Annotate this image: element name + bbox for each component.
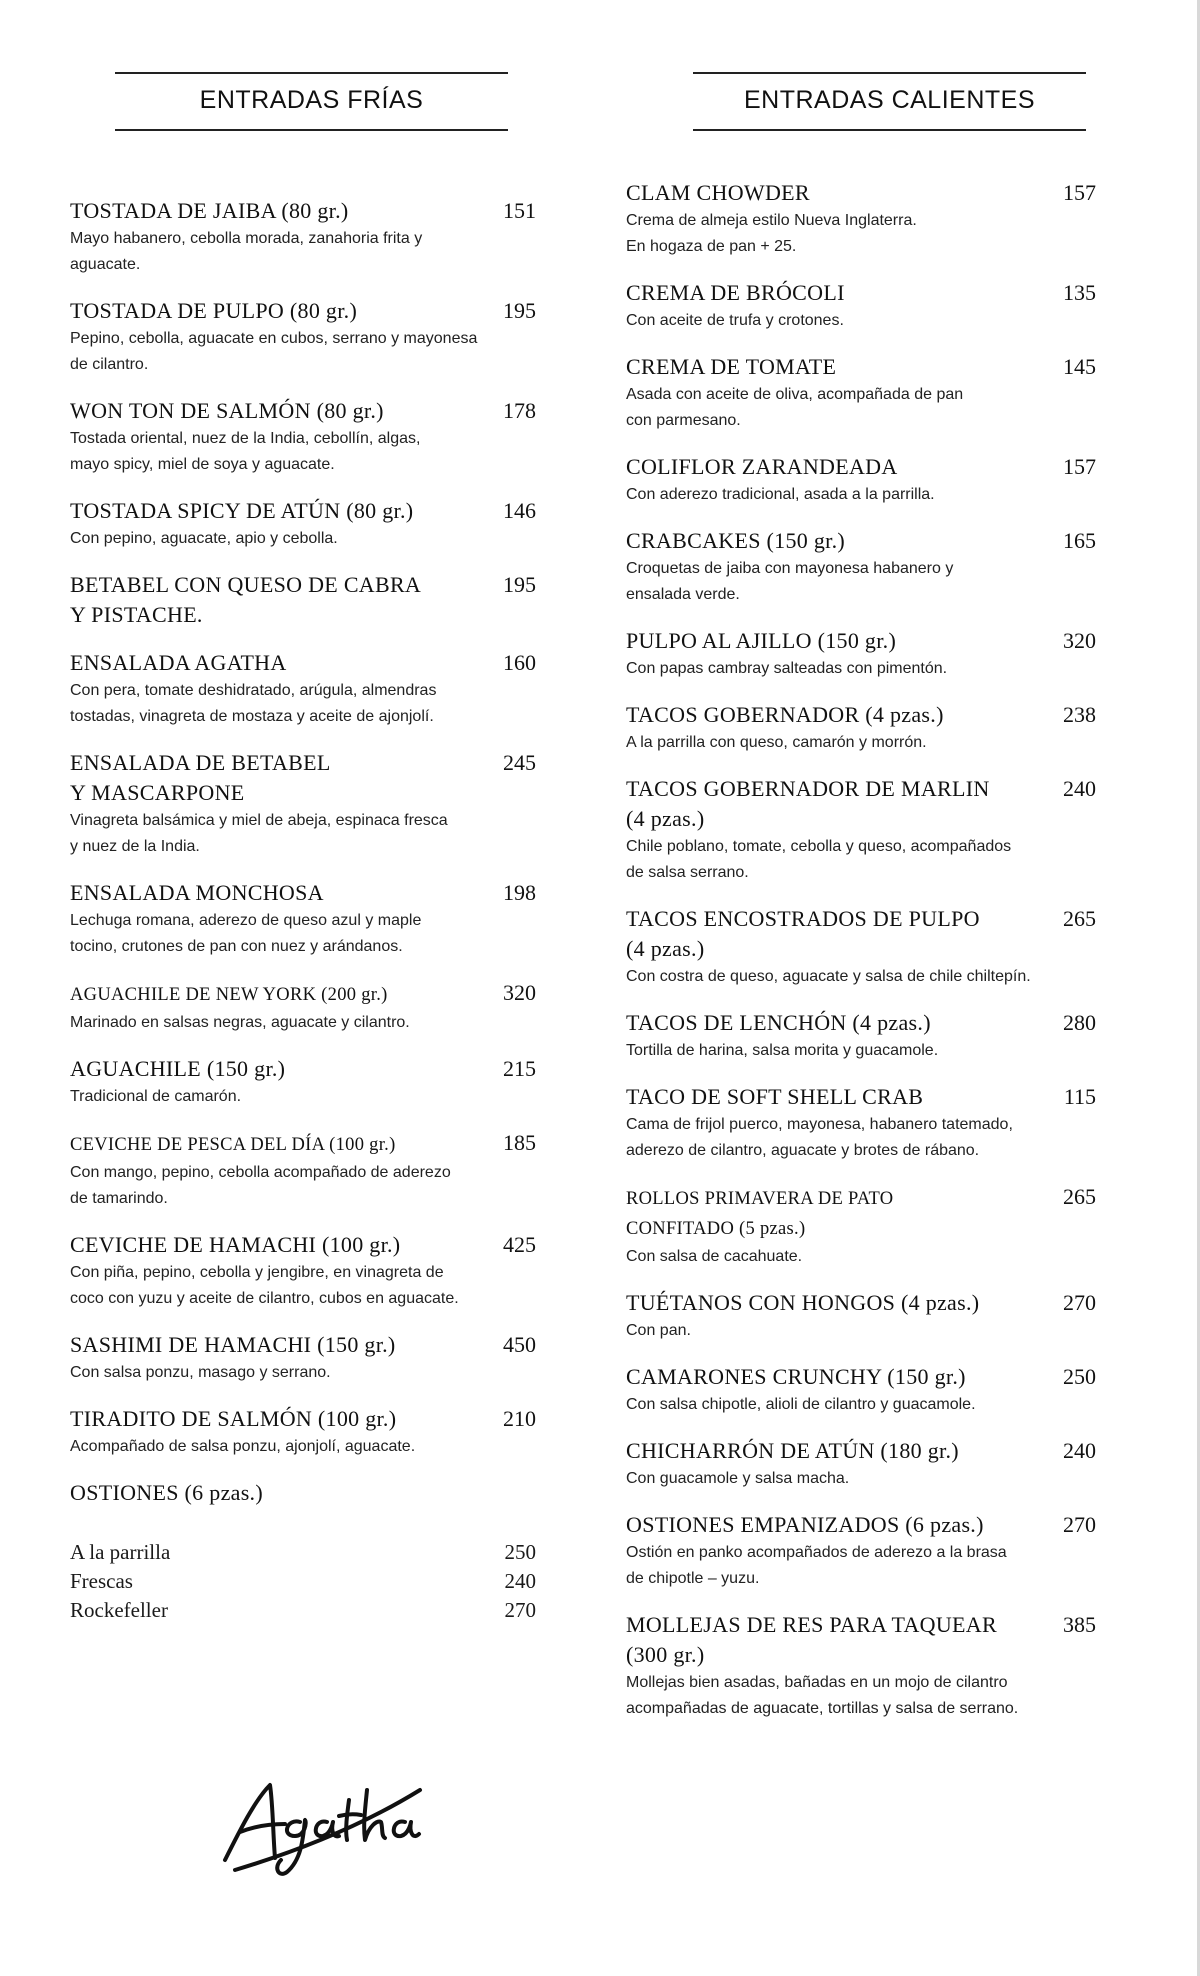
menu-item-header	[70, 1230, 536, 1260]
menu-item-name: TACO DE SOFT SHELL CRAB	[626, 1084, 924, 1109]
menu-item-name: CREMA DE TOMATE	[626, 354, 837, 379]
menu-item-price: 265	[1063, 906, 1096, 931]
menu-item-header	[70, 1404, 536, 1434]
menu-item	[626, 1436, 1146, 1492]
menu-item	[626, 178, 1146, 260]
menu-item	[626, 1288, 1146, 1344]
menu-item-price: 320	[503, 980, 536, 1005]
agatha-signature-logo	[215, 1760, 425, 1880]
menu-item-description: Con aceite de trufa y crotones.	[626, 312, 844, 329]
menu-item-name: ENSALADA DE BETABEL Y MASCARPONE	[70, 750, 331, 805]
menu-item-name: ENSALADA AGATHA	[70, 650, 287, 675]
menu-item-description: Con salsa ponzu, masago y serrano.	[70, 1364, 331, 1381]
menu-item-header	[626, 352, 1096, 382]
menu-item-header	[70, 196, 536, 226]
menu-item-description: Ostión en panko acompañados de aderezo a la brasa de chipotle – yuzu.	[626, 1544, 1007, 1587]
menu-item	[626, 526, 1146, 608]
menu-item-description: Con salsa chipotle, alioli de cilantro y guacamole.	[626, 1396, 976, 1413]
menu-item-header	[626, 452, 1096, 482]
menu-item-description: Con salsa de cacahuate.	[626, 1248, 803, 1265]
menu-item	[70, 748, 590, 860]
menu-item-name: TUÉTANOS CON HONGOS (4 pzas.)	[626, 1290, 980, 1315]
menu-item-price: 178	[503, 398, 536, 423]
menu-item-header	[626, 1510, 1096, 1540]
menu-item-price: 265	[1063, 1184, 1096, 1209]
menu-item-description: Con mango, pepino, cebolla acompañado de aderezo de tamarindo.	[70, 1164, 451, 1207]
menu-item-header	[626, 526, 1096, 556]
menu-item-name: TACOS DE LENCHÓN (4 pzas.)	[626, 1010, 931, 1035]
menu-item	[70, 1404, 590, 1460]
menu-item-header	[626, 774, 1096, 834]
menu-item-name: TACOS GOBERNADOR (4 pzas.)	[626, 702, 944, 727]
menu-item	[70, 496, 590, 552]
menu-item-description: Tostada oriental, nuez de la India, cebollín, algas, mayo spicy, miel de soya y aguacate.	[70, 430, 421, 473]
menu-item	[626, 1082, 1146, 1164]
menu-item	[70, 1054, 590, 1110]
menu-item-name: CEVICHE DE PESCA DEL DÍA (100 gr.)	[70, 1135, 396, 1155]
menu-item-header	[626, 1082, 1096, 1112]
menu-item-description: Con pepino, aguacate, apio y cebolla.	[70, 530, 338, 547]
menu-item-name: TOSTADA DE JAIBA (80 gr.)	[70, 198, 349, 223]
menu-item	[626, 1510, 1146, 1592]
menu-item-description: Asada con aceite de oliva, acompañada de pan con parmesano.	[626, 386, 964, 429]
menu-item-header	[70, 496, 536, 526]
menu-item	[626, 904, 1146, 990]
menu-item-name: TOSTADA DE PULPO (80 gr.)	[70, 298, 358, 323]
menu-item-name: CREMA DE BRÓCOLI	[626, 280, 845, 305]
menu-item-name: OSTIONES (6 pzas.)	[70, 1480, 263, 1505]
menu-item	[70, 396, 590, 478]
menu-item-price: 146	[503, 498, 536, 523]
menu-item-description: Con costra de queso, aguacate y salsa de chile chiltepín.	[626, 968, 1031, 985]
menu-item	[626, 1362, 1146, 1418]
menu-item-header	[70, 978, 536, 1010]
menu-item-header	[70, 396, 536, 426]
menu-item-header	[70, 648, 536, 678]
menu-item	[626, 1610, 1146, 1722]
menu-item-price: 385	[1063, 1612, 1096, 1637]
menu-item-name: AGUACHILE (150 gr.)	[70, 1056, 286, 1081]
menu-item-name: AGUACHILE DE NEW YORK (200 gr.)	[70, 985, 388, 1005]
menu-item-description: Con piña, pepino, cebolla y jengibre, en vinagreta de coco con yuzu y aceite de cilantro, cubos en aguacate.	[70, 1264, 459, 1307]
menu-item	[70, 648, 590, 730]
menu-item-price: 250	[1063, 1364, 1096, 1389]
menu-item-price: 450	[503, 1332, 536, 1357]
menu-item-header	[70, 570, 536, 630]
oyster-option-price: 270	[504, 1598, 536, 1622]
menu-item-name: ENSALADA MONCHOSA	[70, 880, 324, 905]
menu-item-price: 195	[503, 572, 536, 597]
menu-item-price: 425	[503, 1232, 536, 1257]
menu-item-description: Lechuga romana, aderezo de queso azul y maple tocino, crutones de pan con nuez y arándanos.	[70, 912, 422, 955]
menu-item	[70, 1128, 590, 1212]
menu-item-header	[626, 1008, 1096, 1038]
menu-item-price: 165	[1063, 528, 1096, 553]
menu-item-header	[70, 1128, 536, 1160]
menu-item-name: OSTIONES EMPANIZADOS (6 pzas.)	[626, 1512, 984, 1537]
menu-item	[626, 774, 1146, 886]
menu-item-description: Tortilla de harina, salsa morita y guacamole.	[626, 1042, 939, 1059]
hot-starters-heading	[693, 72, 1086, 131]
menu-item-header	[70, 748, 536, 808]
section-title: ENTRADAS FRÍAS	[199, 86, 424, 114]
menu-item-price: 198	[503, 880, 536, 905]
menu-item-description: A la parrilla con queso, camarón y morrón.	[626, 734, 927, 751]
menu-item-header	[626, 1436, 1096, 1466]
menu-item-price: 245	[503, 750, 536, 775]
menu-item-name: MOLLEJAS DE RES PARA TAQUEAR (300 gr.)	[626, 1612, 997, 1667]
menu-item-price: 270	[1063, 1512, 1096, 1537]
menu-item	[70, 1230, 590, 1312]
menu-item-header	[626, 178, 1096, 208]
oyster-option-price: 250	[504, 1540, 536, 1564]
menu-item-price: 240	[1063, 1438, 1096, 1463]
menu-item	[626, 452, 1146, 508]
heading-bottom-rule	[115, 129, 508, 131]
menu-item-description: Con papas cambray salteadas con pimentón.	[626, 660, 948, 677]
menu-item-header	[626, 1182, 1096, 1244]
menu-item-name: BETABEL CON QUESO DE CABRA Y PISTACHE.	[70, 572, 422, 627]
menu-item	[626, 1182, 1146, 1270]
menu-item-name: SASHIMI DE HAMACHI (150 gr.)	[70, 1332, 396, 1357]
menu-item-header	[70, 1330, 536, 1360]
oyster-option-name: Frescas	[70, 1569, 133, 1593]
menu-item-description: Tradicional de camarón.	[70, 1088, 242, 1105]
menu-item-price: 280	[1063, 1010, 1096, 1035]
menu-item-name: ROLLOS PRIMAVERA DE PATO CONFITADO (5 pzas.)	[626, 1189, 894, 1239]
menu-item	[626, 352, 1146, 434]
menu-item	[70, 570, 590, 630]
menu-item	[626, 700, 1146, 756]
menu-item-price: 160	[503, 650, 536, 675]
menu-item-price: 157	[1063, 454, 1096, 479]
menu-item-price: 320	[1063, 628, 1096, 653]
menu-item-description: Acompañado de salsa ponzu, ajonjolí, aguacate.	[70, 1438, 416, 1455]
menu-item-description: Con pera, tomate deshidratado, arúgula, almendras tostadas, vinagreta de mostaza y aceite de ajonjolí.	[70, 682, 437, 725]
oyster-option-name: Rockefeller	[70, 1598, 168, 1622]
menu-item-name: COLIFLOR ZARANDEADA	[626, 454, 898, 479]
menu-item-name: CAMARONES CRUNCHY (150 gr.)	[626, 1364, 966, 1389]
menu-item	[626, 278, 1146, 334]
menu-item-name: WON TON DE SALMÓN (80 gr.)	[70, 398, 384, 423]
menu-item-name: TIRADITO DE SALMÓN (100 gr.)	[70, 1406, 397, 1431]
cold-starters-list	[70, 196, 590, 1625]
menu-item-price: 151	[503, 198, 536, 223]
oysters-options-list	[70, 1538, 590, 1625]
menu-item-description: Marinado en salsas negras, aguacate y cilantro.	[70, 1014, 410, 1031]
menu-item-price: 238	[1063, 702, 1096, 727]
menu-item	[70, 878, 590, 960]
menu-item-header	[626, 626, 1096, 656]
oyster-option-row	[70, 1567, 536, 1596]
menu-item	[70, 296, 590, 378]
menu-item-name: TACOS GOBERNADOR DE MARLIN (4 pzas.)	[626, 776, 990, 831]
menu-item	[70, 196, 590, 278]
menu-item-price: 270	[1063, 1290, 1096, 1315]
menu-item-price: 145	[1063, 354, 1096, 379]
heading-bottom-rule	[693, 129, 1086, 131]
menu-item	[70, 978, 590, 1036]
cold-starters-heading	[115, 72, 508, 131]
section-title: ENTRADAS CALIENTES	[743, 86, 1035, 114]
menu-item-description: Pepino, cebolla, aguacate en cubos, serrano y mayonesa de cilantro.	[70, 330, 478, 373]
menu-item-name: TOSTADA SPICY DE ATÚN (80 gr.)	[70, 498, 414, 523]
oyster-option-row	[70, 1538, 536, 1567]
menu-item	[70, 1330, 590, 1386]
menu-item-description: Con guacamole y salsa macha.	[626, 1470, 850, 1487]
menu-item-name: PULPO AL AJILLO (150 gr.)	[626, 628, 897, 653]
menu-item-price: 157	[1063, 180, 1096, 205]
menu-item-price: 210	[503, 1406, 536, 1431]
oyster-option-name: A la parrilla	[70, 1540, 171, 1564]
menu-item-name: CEVICHE DE HAMACHI (100 gr.)	[70, 1232, 401, 1257]
oyster-option-price: 240	[504, 1569, 536, 1593]
menu-item-description: Mayo habanero, cebolla morada, zanahoria frita y aguacate.	[70, 230, 423, 273]
menu-item-header	[70, 296, 536, 326]
menu-item-price: 240	[1063, 776, 1096, 801]
menu-item	[626, 1008, 1146, 1064]
menu-item-header	[626, 700, 1096, 730]
menu-item-header	[626, 278, 1096, 308]
menu-item-description: Cama de frijol puerco, mayonesa, habanero tatemado, aderezo de cilantro, aguacate y brotes de rábano.	[626, 1116, 1013, 1159]
menu-item-description: Con pan.	[626, 1322, 691, 1339]
menu-item-price: 215	[503, 1056, 536, 1081]
menu-item-name: CHICHARRÓN DE ATÚN (180 gr.)	[626, 1438, 959, 1463]
menu-item-header	[70, 878, 536, 908]
menu-item-description: Mollejas bien asadas, bañadas en un mojo de cilantro acompañadas de aguacate, tortillas y salsa de serrano.	[626, 1674, 1019, 1717]
menu-item-header	[626, 1610, 1096, 1670]
menu-item-price: 195	[503, 298, 536, 323]
menu-item-description: Chile poblano, tomate, cebolla y queso, acompañados de salsa serrano.	[626, 838, 1012, 881]
menu-item-name: CLAM CHOWDER	[626, 180, 810, 205]
menu-item-price: 185	[503, 1130, 536, 1155]
menu-item-header	[70, 1054, 536, 1084]
menu-item-description: Crema de almeja estilo Nueva Inglaterra. En hogaza de pan + 25.	[626, 212, 917, 255]
menu-item-header	[70, 1478, 536, 1508]
menu-item	[626, 626, 1146, 682]
menu-item	[70, 1478, 590, 1508]
menu-item-header	[626, 1288, 1096, 1318]
menu-item-description: Vinagreta balsámica y miel de abeja, espinaca fresca y nuez de la India.	[70, 812, 448, 855]
hot-starters-list	[626, 178, 1146, 1740]
menu-item-name: CRABCAKES (150 gr.)	[626, 528, 845, 553]
menu-item-description: Con aderezo tradicional, asada a la parrilla.	[626, 486, 935, 503]
menu-item-name: TACOS ENCOSTRADOS DE PULPO (4 pzas.)	[626, 906, 980, 961]
oyster-option-row	[70, 1596, 536, 1625]
menu-item-description: Croquetas de jaiba con mayonesa habanero y ensalada verde.	[626, 560, 954, 603]
menu-item-header	[626, 1362, 1096, 1392]
menu-item-price: 115	[1063, 1084, 1096, 1109]
menu-item-price: 135	[1063, 280, 1096, 305]
menu-item-header	[626, 904, 1096, 964]
